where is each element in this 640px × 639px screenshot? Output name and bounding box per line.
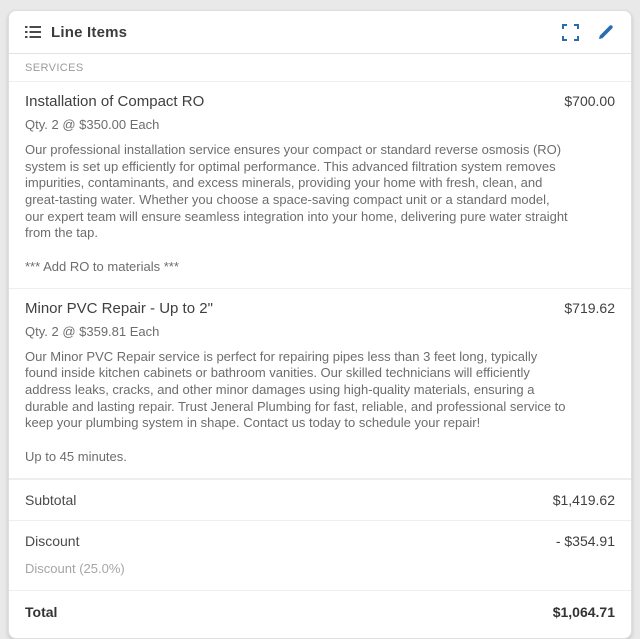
total-value: $1,064.71 (552, 603, 615, 620)
subtotal-value: $1,419.62 (552, 491, 615, 508)
panel-title: Line Items (51, 23, 128, 41)
discount-label: Discount (25, 532, 80, 549)
expand-fullscreen-button[interactable] (562, 24, 579, 41)
expand-fullscreen-icon (562, 24, 579, 41)
discount-detail: Discount (25.0%) (25, 560, 125, 576)
item-name: Installation of Compact RO (25, 93, 205, 110)
line-item[interactable] (9, 82, 631, 289)
edit-button[interactable] (597, 23, 615, 41)
subtotal-row (9, 479, 631, 520)
subtotal-label: Subtotal (25, 491, 77, 508)
discount-value: - $354.91 (555, 532, 615, 549)
line-items-panel (8, 10, 632, 639)
item-qty-line: Qty. 2 @ $359.81 Each (25, 323, 160, 339)
item-description: Our professional installation service ensures your compact or standard reverse osmosis (RO) system is set up efficiently for optimal performance. This advanced filtration system removes impurities, contaminants, and excess minerals, providing your home with fresh, clean, and great-tasting water. Whether you choose a space-saving compact unit or a standard model, our expert team will ensure seamless integration into your home, delivering pure water straight from the tap. (25, 142, 568, 241)
total-row (9, 590, 631, 638)
line-item[interactable] (9, 289, 631, 479)
item-amount: $700.00 (564, 93, 615, 109)
panel-header (9, 11, 631, 54)
item-description: Our Minor PVC Repair service is perfect for repairing pipes less than 3 feet long, typically found inside kitchen cabinets or bathroom vanities. Our skilled technicians will efficiently address leaks, cracks, and other minor damages using high-quality materials, ensuring a durable and lasting repair. Trust Jeneral Plumbing for fast, reliable, and professional service to keep your plumbing system in shape. Contact us today to schedule your repair! (25, 348, 566, 431)
item-amount: $719.62 (564, 299, 615, 316)
item-name: Minor PVC Repair - Up to 2" (25, 299, 213, 317)
item-note: Up to 45 minutes. (25, 448, 127, 464)
total-label: Total (25, 603, 58, 620)
item-qty-line: Qty. 2 @ $350.00 Each (25, 117, 160, 132)
discount-row (9, 520, 631, 590)
section-label-services: SERVICES (9, 54, 631, 82)
item-note: *** Add RO to materials *** (25, 258, 179, 274)
list-icon (25, 25, 41, 39)
edit-pencil-icon (597, 23, 615, 41)
